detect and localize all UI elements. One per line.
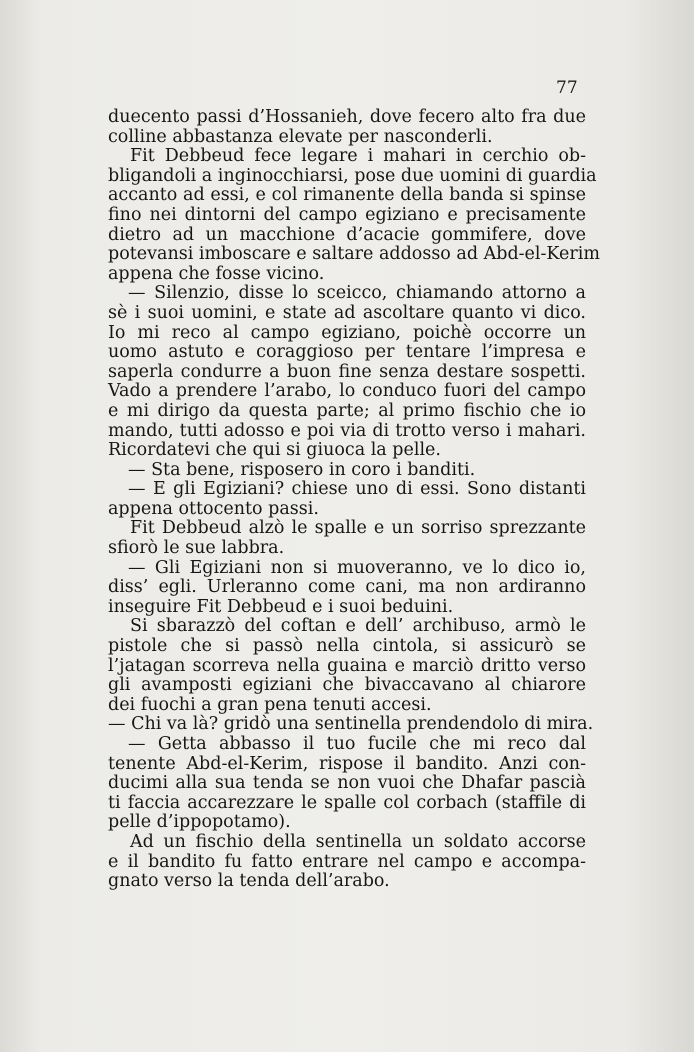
text-line: duecento passi d’Hossanieh, dove fecero alto fra due: [108, 107, 586, 127]
text-line: diss’ egli. Urleranno come cani, ma non ardiranno: [108, 577, 586, 598]
text-line: pistole che si passò nella cintola, si assicurò se: [108, 636, 586, 657]
text-line: sè i suoi uomini, e state ad ascoltare quanto vi dico.: [108, 302, 586, 323]
text-line: tenente Abd-el-Kerim, rispose il bandito. Anzi con-: [108, 753, 586, 774]
text-line: mando, tutti adosso e poi via di trotto verso i mahari.: [108, 420, 586, 441]
text-line: gnato verso la tenda dell’arabo.: [108, 871, 390, 892]
text-line: Ad un fischio della sentinella un soldato accorse: [130, 831, 586, 852]
page-number: 77: [556, 78, 578, 98]
text-line: Fit Debbeud alzò le spalle e un sorriso sprezzante: [130, 518, 586, 539]
text-line: Vado a prendere l’arabo, lo conduco fuori del campo: [108, 381, 586, 402]
text-line: — Silenzio, disse lo sceicco, chiamando attorno a: [128, 283, 586, 304]
text-line: accanto ad essi, e col rimanente della banda si spinse: [108, 185, 586, 206]
text-line: — Getta abbasso il tuo fucile che mi reco dal: [128, 734, 586, 754]
text-line: sfiorò le sue labbra.: [108, 538, 285, 559]
text-line: fino nei dintorni del campo egiziano e precisamente: [108, 204, 586, 225]
text-line: Io mi reco al campo egiziano, poichè occorre un: [108, 322, 586, 343]
text-line: pelle d’ippopotamo).: [108, 812, 291, 833]
text-line: potevansi imboscare e saltare addosso ad Abd-el-Kerim: [108, 244, 600, 265]
text-line: — E gli Egiziani? chiese uno di essi. Sono distanti: [128, 479, 586, 500]
text-line: Si sbarazzò del coftan e dell’ archibuso, armò le: [130, 616, 586, 637]
text-line: e mi dirigo da questa parte; al primo fischio che io: [108, 400, 586, 421]
text-line: ti faccia accarezzare le spalle col corbach (staffile di: [108, 792, 586, 813]
body-text: [108, 107, 600, 892]
text-line: ducimi alla sua tenda se non vuoi che Dhafar pascià: [108, 773, 586, 794]
text-line: Fit Debbeud fece legare i mahari in cerchio ob-: [130, 146, 586, 167]
text-line: bligandoli a inginocchiarsi, pose due uomini di guardia: [108, 165, 597, 186]
text-line: — Sta bene, risposero in coro i banditi.: [128, 459, 476, 480]
text-line: — Gli Egiziani non si muoveranno, ve lo dico io,: [128, 557, 586, 578]
text-line: e il bandito fu fatto entrare nel campo e accompa-: [108, 851, 586, 872]
text-line: uomo astuto e coraggioso per tentare l’impresa e: [108, 342, 586, 363]
text-line: appena ottocento passi.: [108, 498, 319, 519]
text-line: gli avamposti egiziani che bivaccavano al chiarore: [108, 675, 586, 696]
text-line: dei fuochi a gran pena tenuti accesi.: [108, 694, 432, 715]
text-line: appena che fosse vicino.: [108, 263, 325, 284]
text-line: saperla condurre a buon fine senza destare sospetti.: [108, 361, 586, 382]
text-line: l’jatagan scorreva nella guaina e marciò dritto verso: [108, 655, 586, 676]
text-line: inseguire Fit Debbeud e i suoi beduini.: [108, 596, 454, 617]
text-line: dietro ad un macchione d’acacie gommifere, dove: [108, 224, 586, 245]
text-line: colline abbastanza elevate per nasconderli.: [108, 126, 493, 147]
text-line: Ricordatevi che qui si giuoca la pelle.: [108, 440, 441, 461]
text-line: — Chi va là? gridò una sentinella prendendolo di mira.: [108, 714, 594, 735]
